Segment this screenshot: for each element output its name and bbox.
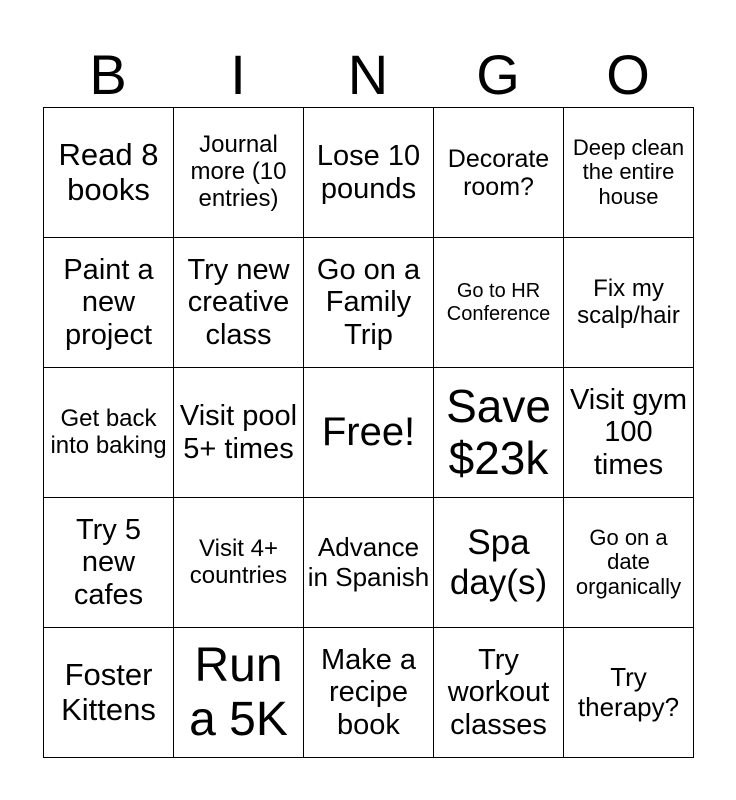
bingo-cell[interactable]: Run a 5K <box>174 628 304 758</box>
board-row <box>44 108 694 238</box>
bingo-cell[interactable]: Get back into baking <box>44 368 174 498</box>
bingo-cell[interactable]: Make a recipe book <box>304 628 434 758</box>
header-letter-n: N <box>347 43 389 106</box>
board-row <box>44 498 694 628</box>
bingo-cell[interactable]: Try therapy? <box>564 628 694 758</box>
bingo-cell[interactable]: Paint a new project <box>44 238 174 368</box>
bingo-cell[interactable]: Read 8 books <box>44 108 174 238</box>
header-letter-g: G <box>476 43 520 106</box>
bingo-cell[interactable]: Foster Kittens <box>44 628 174 758</box>
bingo-cell[interactable]: Visit 4+ countries <box>174 498 304 628</box>
bingo-cell[interactable]: Decorate room? <box>434 108 564 238</box>
header-letter-b: B <box>89 43 127 106</box>
bingo-cell[interactable]: Go to HR Conference <box>434 238 564 368</box>
bingo-cell[interactable]: Lose 10 pounds <box>304 108 434 238</box>
header-letter-o: O <box>606 43 650 106</box>
bingo-cell[interactable]: Go on a Family Trip <box>304 238 434 368</box>
bingo-cell[interactable]: Try workout classes <box>434 628 564 758</box>
bingo-cell[interactable]: Spa day(s) <box>434 498 564 628</box>
free-space-cell[interactable]: Free! <box>304 368 434 498</box>
bingo-cell[interactable]: Visit pool 5+ times <box>174 368 304 498</box>
bingo-cell[interactable]: Journal more (10 entries) <box>174 108 304 238</box>
bingo-cell[interactable]: Go on a date organically <box>564 498 694 628</box>
bingo-header <box>43 44 693 106</box>
bingo-cell[interactable]: Try 5 new cafes <box>44 498 174 628</box>
bingo-cell[interactable]: Advance in Spanish <box>304 498 434 628</box>
bingo-cell[interactable]: Try new creative class <box>174 238 304 368</box>
bingo-board <box>43 107 694 758</box>
bingo-cell[interactable]: Save $23k <box>434 368 564 498</box>
bingo-cell[interactable]: Fix my scalp/hair <box>564 238 694 368</box>
board-row <box>44 628 694 758</box>
bingo-cell[interactable]: Visit gym 100 times <box>564 368 694 498</box>
board-row <box>44 368 694 498</box>
header-letter-i: I <box>230 43 246 106</box>
board-row <box>44 238 694 368</box>
bingo-cell[interactable]: Deep clean the entire house <box>564 108 694 238</box>
